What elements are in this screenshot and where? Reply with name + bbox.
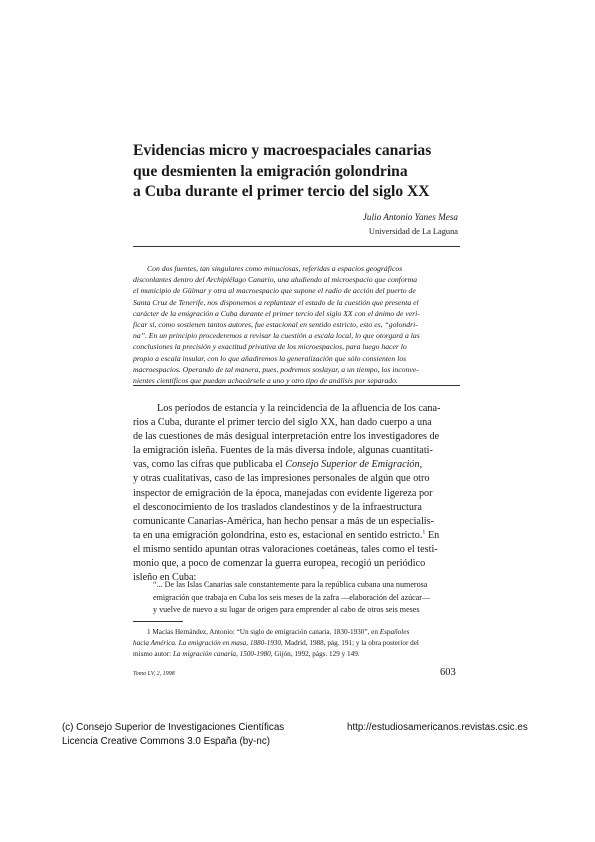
body-line: el mismo sentido apuntan otras valoraciones coetáneas, tales como el testi- xyxy=(133,543,438,555)
body-text: ta en una emigración golondrina, esto es, estacional en sentido estricto. xyxy=(133,529,423,541)
body-line xyxy=(133,529,460,543)
abstract-line: propio a escala insular, con lo que añadiremos la generalización que sólo consienten los xyxy=(133,353,407,363)
body-line xyxy=(133,458,460,472)
body-line: de las cuestiones de más desigual interpretación entre los investigadores de xyxy=(133,431,440,443)
footnote-rule xyxy=(133,621,183,622)
body-line: y otras cualitativas, caso de las impresiones personales de algún que otro xyxy=(133,473,430,485)
license-notice: Licencia Creative Commons 3.0 España (by-nc) xyxy=(62,736,271,747)
body-line: el desconocimiento de los traslados clandestinos y de la infraestructura xyxy=(133,501,422,513)
footnote-text: , Madrid, 1988, pág. 191; y la obra posterior del xyxy=(281,639,419,647)
article-title xyxy=(133,141,473,203)
abstract-line: conclusiones la precisión y exactitud privativa de los microespacios, para luego hacer lo xyxy=(133,342,407,352)
abstract xyxy=(133,263,460,386)
copyright-notice: (c) Consejo Superior de Investigaciones Científicas xyxy=(62,722,285,733)
body-emphasis: Consejo Superior de Emigración xyxy=(285,459,420,471)
abstract-line: Con dos fuentes, tan singulares como minuciosas, referidas a espacios geográficos xyxy=(147,264,403,273)
abstract-line: nientes científicos que puedan achacársele a uno y otro tipo de análisis por separado. xyxy=(133,376,398,386)
title-line: que desmienten la emigración golondrina xyxy=(133,162,408,180)
footnote-book-title: Españoles xyxy=(379,628,410,636)
abstract-line: disconlantes dentro del Archipiélago Canario, una aludiendo al microespacio que conforma xyxy=(133,275,418,285)
body-text: vas, como las cifras que publicaba el xyxy=(133,459,286,471)
footnote-line xyxy=(133,627,460,638)
footnote xyxy=(133,627,460,660)
body-line: isleño en Cuba: xyxy=(133,572,197,584)
body-line: la emigración isleña. Fuentes de la más diversa índole, algunas cuantitati- xyxy=(133,445,433,457)
page-number: 603 xyxy=(440,667,456,678)
body-paragraph xyxy=(133,402,460,585)
abstract-line: el municipio de Güímar y otra al macroespacio que supone el radio de acción del puerto de xyxy=(133,286,416,296)
footnote-reference[interactable]: 1 xyxy=(422,529,426,536)
abstract-line: Santa Cruz de Tenerife, nos disponemos a replantear el estado de la cuestión que presenta el xyxy=(133,297,419,307)
footnote-text: 1 Macías Hernández, Antonio: “Un siglo de emigración canaria. 1830-1930”, en xyxy=(147,628,380,636)
footnote-line xyxy=(133,638,460,649)
abstract-line: macroespacios. Operando de tal manera, pues, podremos soslayar, a un tiempo, los inconve- xyxy=(133,364,419,374)
author-affiliation: Universidad de La Laguna xyxy=(368,227,458,236)
abstract-line: ficar si, como sostienen tantos autores, fue estacional en sentido estricto, esto es, “golondri- xyxy=(133,320,418,330)
author-name: Julio Antonio Yanes Mesa xyxy=(362,212,458,222)
abstract-top-rule xyxy=(133,246,460,247)
journal-volume: Tomo LV, 2, 1998 xyxy=(133,671,175,677)
quote-line: “... De las Islas Canarias sale constantemente para la república cubana una numerosa xyxy=(153,580,428,589)
block-quote xyxy=(153,579,460,617)
title-line: a Cuba durante el primer tercio del siglo XX xyxy=(133,183,430,200)
footnote-book-title: La migración canaria, 1500-1980 xyxy=(172,650,271,658)
quote-line: y vuelve de nuevo a su lugar de origen para emprender al cabo de otros seis meses xyxy=(153,605,420,615)
abstract-line: na”. En un principio procederemos a revisar la cuestión a escala local, lo que otorgará a las xyxy=(133,331,420,341)
body-text: En xyxy=(425,529,440,541)
footnote-book-title: hacia América. La emigración en masa, 1880-1930 xyxy=(133,639,281,647)
body-line: inspector de emigración de la época, manejadas con evidente ligereza por xyxy=(133,487,433,499)
abstract-bottom-rule xyxy=(133,385,460,386)
quote-line: emigración que trabaja en Cuba los seis meses de la zafra —elaboración del azúcar— xyxy=(153,592,431,602)
footnote-text: mismo autor: xyxy=(133,650,173,658)
footnote-line xyxy=(133,649,460,660)
journal-url-link[interactable]: http://estudiosamericanos.revistas.csic.es xyxy=(347,722,528,733)
body-line: monio que, a poco de comenzar la guerra europea, recogió un periódico xyxy=(133,558,426,570)
body-line: comunicante Canarias-América, han hecho pensar a más de un especialis- xyxy=(133,515,434,527)
abstract-line: carácter de la emigración a Cuba durante el primer tercio del siglo XX con el ánimo de veri- xyxy=(133,308,420,318)
body-line: rios a Cuba, durante el primer tercio del siglo XX, han dado cuerpo a una xyxy=(133,417,432,429)
body-text: , xyxy=(419,459,423,471)
title-line: Evidencias micro y macroespaciales canarias xyxy=(133,142,432,159)
body-line: Los períodos de estancia y la reincidencia de la afluencia de los cana- xyxy=(157,403,441,414)
footnote-text: , Gijón, 1992, págs. 129 y 149. xyxy=(270,650,360,658)
